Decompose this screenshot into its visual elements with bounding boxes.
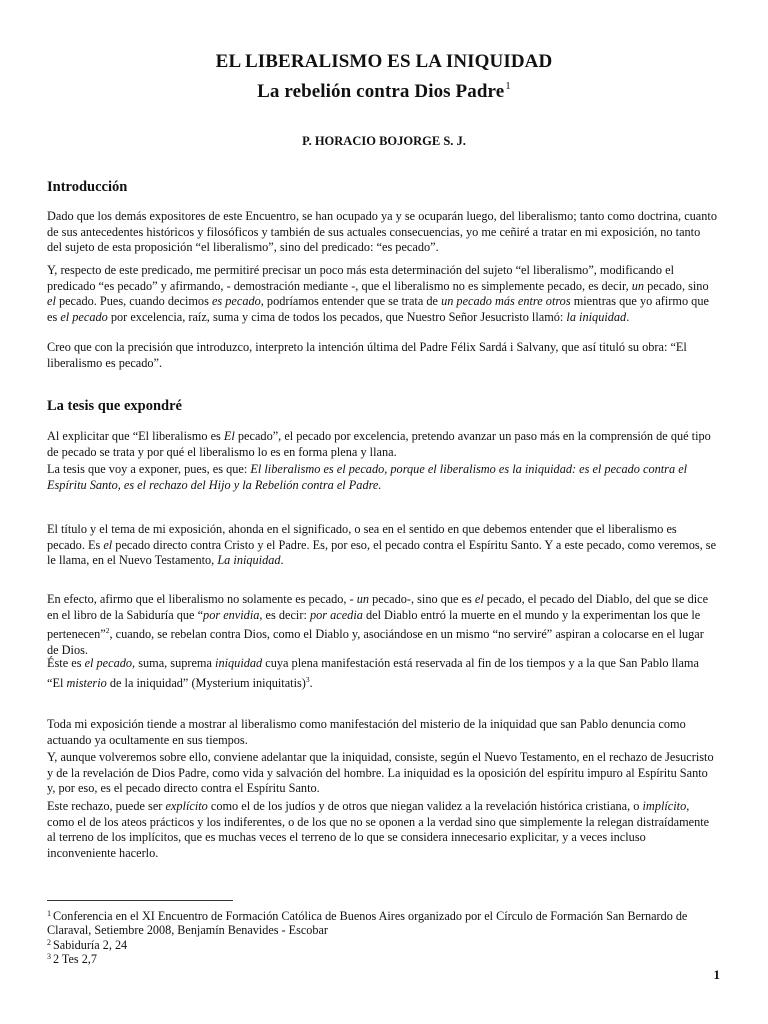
- emphasis-text: explícito: [165, 799, 208, 813]
- footnote-separator: [47, 900, 233, 901]
- text-run: pecado, el pecado del Diablo, del que se dice en el libro de la Sabiduría que “: [47, 592, 709, 622]
- text-run: La tesis que voy a exponer, pues, es que:: [47, 462, 251, 476]
- emphasis-text: iniquidad: [215, 656, 263, 670]
- text-run: Y, respecto de este predicado, me permitiré precisar un poco más esta determinación del sujeto “el liberalismo”, modificando el predicado “es pecado” y afirmando, - demostración mediante -, que el liberalismo no es simplemente pecado, es decir,: [47, 263, 675, 293]
- text-run: Éste es: [47, 656, 85, 670]
- emphasis-text: un: [356, 592, 369, 606]
- footnote-3: [47, 950, 727, 967]
- emphasis-text: La iniquidad: [217, 553, 281, 568]
- text-run: .: [309, 675, 313, 690]
- text-run: pecado”, el pecado por excelencia, pretendo avanzar un paso más en la comprensión de qué tipo de pecado se trata y por qué el liberalismo lo es en forma plena y llana.: [47, 429, 711, 459]
- paragraph: [47, 656, 717, 691]
- paragraph: Creo que con la precisión que introduzco, interpreto la intención última del Padre Félix Sardá i Salvany, que así tituló su obra: “El liberalismo es pecado”.: [47, 340, 687, 370]
- text-run: como el de los judíos y de otros que niegan validez a la revelación histórica cristiana, o: [207, 799, 643, 813]
- text-run: mientras que yo afirmo que es: [47, 294, 709, 324]
- emphasis-text: El liberalismo es el pecado, porque el liberalismo es la iniquidad: es el pecado contra el Espíritu Santo, es el rechazo del Hijo y la Rebelión contra el Padre.: [47, 462, 688, 492]
- page-number: 1: [713, 967, 720, 982]
- text-run: pecado-, sino que es: [369, 592, 475, 606]
- footnote-text: Conferencia en el XI Encuentro de Formación Católica de Buenos Aires organizado por el Círculo de Formación San Bernardo de Claraval, Setiembre 2008, Benjamín Benavides - Escobar: [47, 909, 688, 937]
- text-run: Este rechazo, puede ser: [47, 799, 166, 813]
- text-run: pecado. Pues, cuando decimos: [55, 294, 212, 309]
- emphasis-text: un pecado más entre otros: [441, 294, 571, 309]
- text-run: del Diablo entró la muerte en el mundo y la experimentan los que le pertenecen”: [47, 607, 701, 642]
- section-heading-tesis: La tesis que expondré: [47, 398, 182, 414]
- footnote-1: [47, 907, 727, 937]
- section-heading-introduccion: Introducción: [47, 179, 128, 195]
- footnote-text: 2 Tes 2,7: [53, 952, 97, 966]
- emphasis-text: un: [631, 278, 645, 293]
- footnote-text: Sabiduría 2, 24: [53, 938, 128, 952]
- text-run: pecado, sino: [644, 278, 709, 293]
- paragraph: [47, 592, 717, 658]
- emphasis-text: por acedia: [309, 607, 363, 622]
- text-run: En efecto, afirmo que el liberalismo no solamente es pecado, -: [47, 592, 357, 606]
- text-run: , suma, suprema: [132, 656, 216, 670]
- text-run: por excelencia, raíz, suma y cima de todos los pecados, que Nuestro Señor Jesucristo llamó:: [107, 309, 567, 324]
- emphasis-text: es pecado: [211, 294, 261, 309]
- emphasis-text: por envidia: [203, 607, 260, 622]
- emphasis-text: el: [103, 537, 113, 552]
- footnote-number: 2: [47, 938, 51, 947]
- paragraph: [47, 462, 717, 493]
- emphasis-text: el: [47, 294, 56, 309]
- footnote-ref-1[interactable]: 1: [505, 80, 511, 92]
- text-run: , podríamos entender que se trata de: [260, 294, 442, 309]
- subtitle-text: La rebelión contra Dios Padre: [257, 81, 505, 102]
- text-run: .: [280, 553, 284, 568]
- text-run: de la iniquidad” (Mysterium iniquitatis): [106, 675, 306, 690]
- paragraph: Y, aunque volveremos sobre ello, conviene adelantar que la iniquidad, consiste, según el Nuevo Testamento, en el rechazo de Jesucristo y de la revelación de Dios Padre, como vida y salvación del hombre. La iniquidad es la oposición del espíritu impuro al Espíritu Santo y, por eso, es el pecado directo contra el Espíritu Santo.: [47, 750, 714, 796]
- emphasis-text: el: [474, 592, 484, 606]
- footnote-ref[interactable]: 3: [305, 674, 310, 684]
- author-line: P. HORACIO BOJORGE S. J.: [302, 134, 466, 148]
- text-run: cuya plena manifestación está reservada al fin de los tiempos y a la que San Pablo llama “El: [47, 656, 699, 690]
- emphasis-text: la iniquidad: [566, 309, 627, 324]
- emphasis-text: misterio: [66, 675, 107, 690]
- emphasis-text: implícito: [642, 799, 687, 813]
- text-run: Al explicitar que “El liberalismo es: [47, 429, 224, 443]
- footnote-ref[interactable]: 2: [105, 626, 110, 636]
- paragraph: Dado que los demás expositores de este Encuentro, se han ocupado ya y se ocuparán luego, del liberalismo; tanto como doctrina, cuanto de sus antecedentes históricos y filosóficos y también de sus actuales consecuencias, yo me ceñiré a tratar en mi exposición, no tanto del sujeto de esta proposición “el liberalismo”, sino del predicado: “es pecado”.: [47, 209, 717, 255]
- emphasis-text: El: [223, 429, 235, 443]
- paragraph: [47, 522, 717, 569]
- document-subtitle: [0, 80, 768, 103]
- text-run: , es decir:: [259, 607, 310, 622]
- text-run: pecado directo contra Cristo y el Padre. Es, por eso, el pecado contra el Espíritu Santo. Y a este pecado, como veremos, se le llama, en el Nuevo Testamento,: [47, 537, 717, 568]
- emphasis-text: el pecado: [84, 656, 133, 670]
- paragraph: [47, 429, 717, 460]
- text-run: , cuando, se rebelan contra Dios, como el Diablo y, asociándose en un mismo “no serviré” aspiran a colocarse en el lugar de Dios.: [47, 627, 704, 657]
- footnote-number: 1: [47, 909, 51, 918]
- text-run: El título y el tema de mi exposición, ahonda en el significado, o sea en el sentido en que debemos entender que el liberalismo es pecado. Es: [47, 522, 677, 552]
- paragraph: [47, 263, 717, 325]
- document-title: EL LIBERALISMO ES LA INIQUIDAD: [215, 51, 553, 72]
- text-run: .: [626, 309, 630, 324]
- emphasis-text: el pecado: [60, 309, 108, 324]
- text-run: , como el de los ateos prácticos y los indiferentes, o de los que no se oponen a la verdad sino que simplemente la relegan distraídamente al terreno de los implícitos, que es muchas veces el terreno de lo que se considera innecesario explicitar, y a veces incluso inconveniente hacerlo.: [47, 799, 710, 860]
- footnote-number: 3: [47, 952, 51, 961]
- paragraph: Toda mi exposición tiende a mostrar al liberalismo como manifestación del misterio de la iniquidad que san Pablo denuncia como actuando ya ocultamente en sus tiempos.: [47, 717, 686, 747]
- paragraph: [47, 799, 717, 861]
